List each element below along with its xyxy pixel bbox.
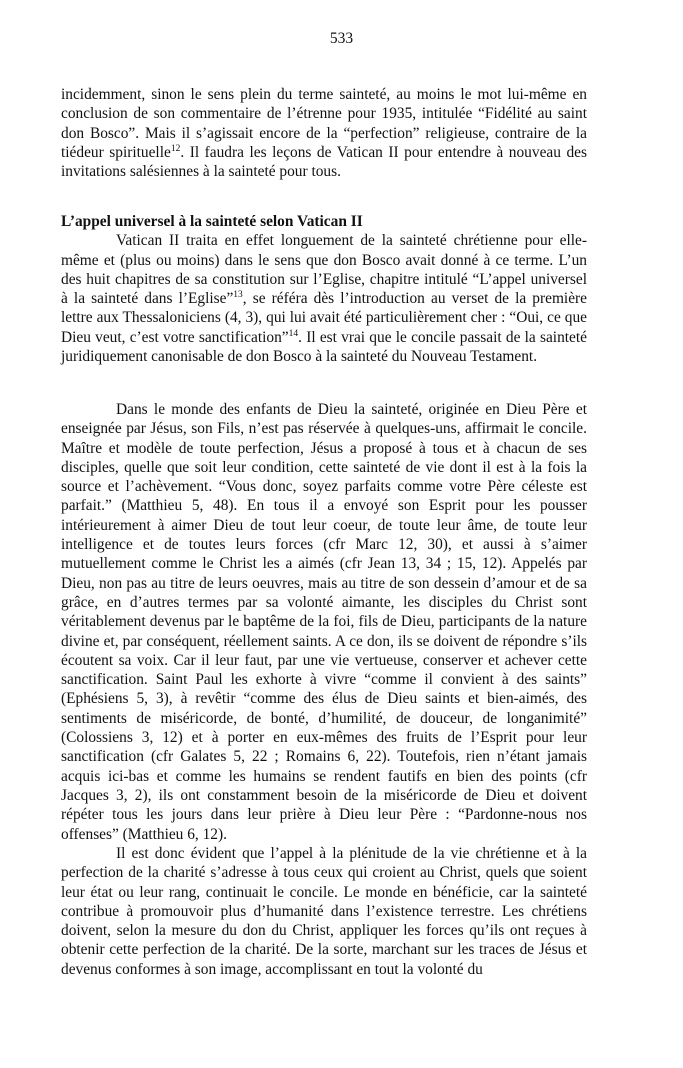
paragraph-3: [61, 400, 587, 844]
paragraph-4: [61, 844, 587, 979]
section-vatican-ii: [61, 212, 587, 366]
paragraph-1-text: incidemment, sinon le sens plein du terme sainteté, au moins le mot lui-même en conclusion de son commentaire de l’étrenne pour 1935, intitulée “Fidélité au saint don Bosco”. Mais il s’agissait encore de la “perfection” religieuse, contraire de la tiédeur spirituelle: [61, 86, 587, 161]
section-paragraph: [61, 231, 587, 366]
paragraph-text: [61, 85, 587, 181]
section-text-a: Vatican II traita en effet longuement de la sainteté chrétienne pour elle-même et (plus ou moins) dans le sens que don Bosco avait donné à ce terme. L’un des huit chapitres de sa constitution sur l’Eglise, chapitre intitulé “L’appel universel à la sainteté dans l’Eglise”: [61, 232, 587, 308]
section-heading: L’appel universel à la sainteté selon Vatican II: [61, 213, 363, 230]
page-number: 533: [329, 30, 354, 47]
paragraph-3-text: Dans le monde des enfants de Dieu la sainteté, originée en Dieu Père et enseignée par Jésus, son Fils, n’est pas réservée à quelques-uns, affirmait le concile. Maître et modèle de toute perfection, Jésus a proposé à tous et à chacun de ses disciples, quelle que soit leur condition, cette sainteté de vie dont il est à la fois la source et l’achèvement. “Vous donc, soyez parfaits comme votre Père céleste est parfait.” (Matthieu 5, 48). En tous il a envoyé son Esprit pour les pousser intérieurement à aimer Dieu de tout leur coeur, de toute leur âme, de toute leur intelligence et de toutes leurs forces (cfr Marc 12, 30), et aussi à s’aimer mutuellement comme le Christ les a aimés (cfr Jean 13, 34 ; 15, 12). Appelés par Dieu, non pas au titre de leurs oeuvres, mais au titre de son dessein d’amour et de sa grâce, en d’autres termes par sa volonté aimante, les disciples du Christ sont véritablement devenus par le baptême de la foi, fils de Dieu, participants de la nature divine et, par conséquent, réellement saints. A ce don, ils se doivent de répondre s’ils écoutent sa voix. Car il leur faut, par une vie vertueuse, conserver et achever cette sanctification. Saint Paul les exhorte à vivre “comme il convient à des saints” (Ephésiens 5, 3), à revêtir “comme des élus de Dieu saints et bien-aimés, des sentiments de miséricorde, de bonté, d’humilité, de douceur, de longanimité” (Colossiens 3, 12) et à porter en eux-mêmes des fruits de l’Esprit pour leur sanctification (cfr Galates 5, 22 ; Romains 6, 22). Toutefois, rien n’étant jamais acquis ici-bas et comme les humains se rendent fautifs en bien des points (cfr Jacques 3, 2), ils ont constamment besoin de la miséricorde de Dieu et doivent répéter tous les jours dans leur prière à Dieu leur Père : “Pardonne-nous nos offenses” (Matthieu 6, 12).: [61, 401, 587, 843]
section-text-c: . Il est vrai que le concile passait de la sainteté juridiquement canonisable de don Bosco à la sainteté du Nouveau Testament.: [61, 328, 587, 366]
footnote-ref-14[interactable]: 14: [288, 328, 299, 339]
paragraph-1-text-end: . Il faudra les leçons de Vatican II pour entendre à nouveau des invitations salésiennes à la sainteté pour tous.: [61, 143, 587, 181]
section-text-b: , se référa dès l’introduction au verset de la première lettre aux Thessaloniciens (4, 3), qui lui avait été particulièrement cher : “Oui, ce que Dieu veut, c’est votre sanctification”: [61, 290, 587, 346]
footnote-ref-12[interactable]: 12: [170, 143, 181, 154]
paragraph-4-text: Il est donc évident que l’appel à la plénitude de la vie chrétienne et à la perfection de la charité s’adresse à tous ceux qui croient au Christ, quels que soient leur état ou leur rang, continuait le concile. Le monde en bénéficie, car la sainteté contribue à promouvoir plus d’humanité dans l’existence terrestre. Les chrétiens doivent, selon la mesure du don du Christ, appliquer les forces qu’ils ont reçues à obtenir cette perfection de la charité. De la sorte, marchant sur les traces de Jésus et devenus conformes à son image, accomplissant en tout la volonté du: [61, 845, 587, 978]
footnote-ref-13[interactable]: 13: [233, 290, 243, 301]
paragraph-continuation: [61, 85, 587, 181]
